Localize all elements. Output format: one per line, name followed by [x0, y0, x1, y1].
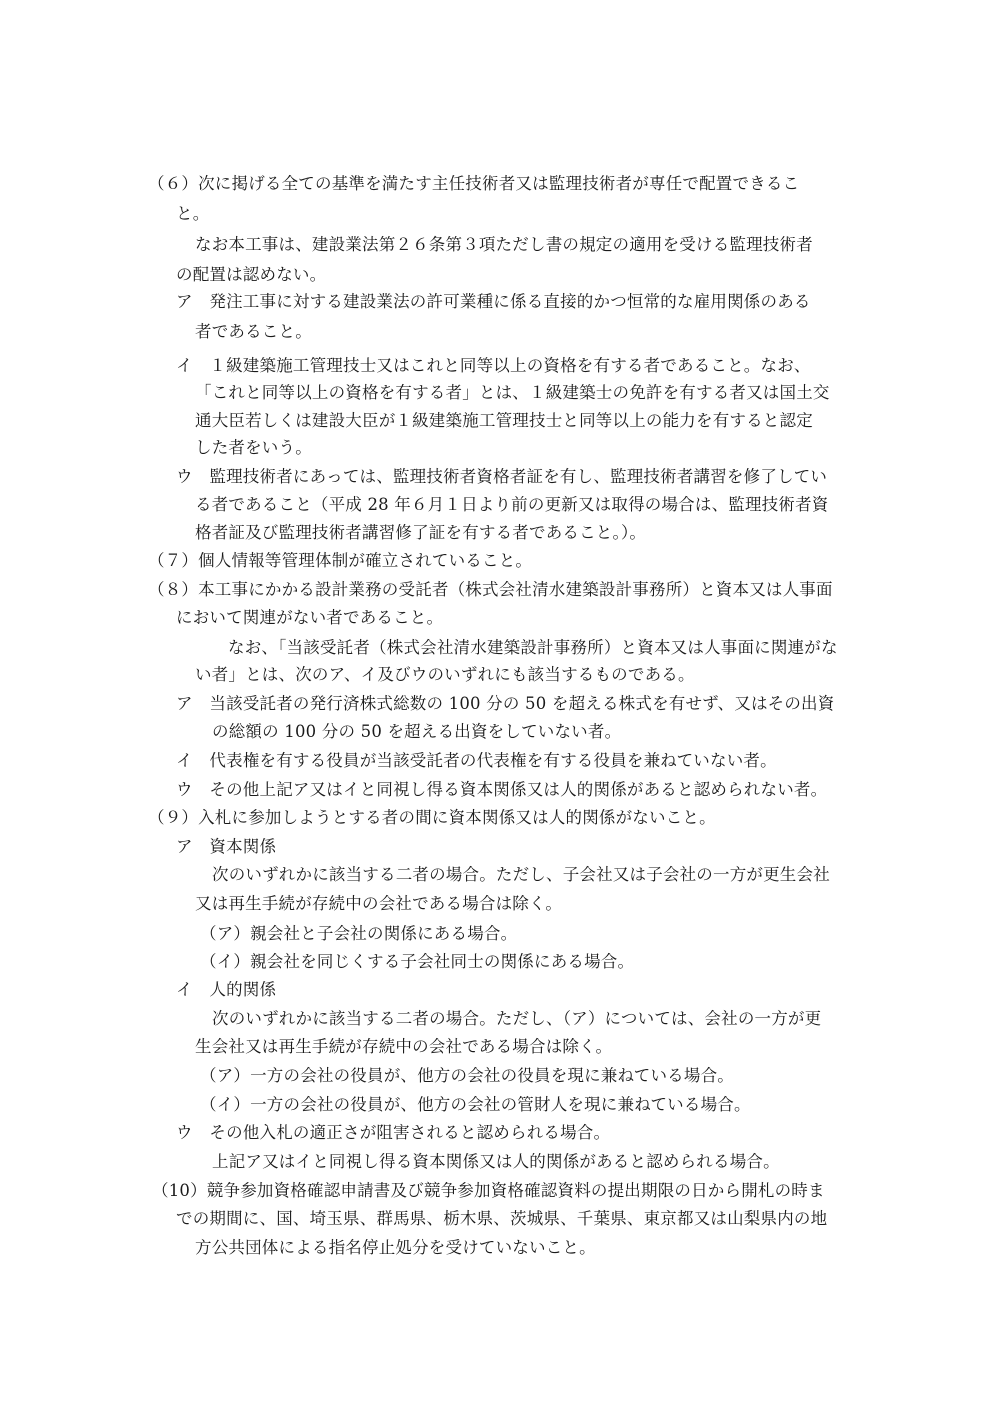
text-line: 者であること。 — [195, 322, 312, 341]
text-line: 格者証及び監理技術者講習修了証を有する者であること。）。 — [195, 523, 647, 542]
text-line: （７）個人情報等管理体制が確立されていること。 — [148, 551, 533, 570]
text-line: （ア）親会社と子会社の関係にある場合。 — [200, 924, 518, 943]
text-line: の総額の 100 分の 50 を超える出資をしていない者。 — [212, 722, 622, 741]
text-line: なお本工事は、建設業法第２６条第３項ただし書の規定の適用を受ける監理技術者 — [195, 235, 813, 254]
text-line: ア 資本関係 — [176, 837, 277, 856]
text-line: ウ 監理技術者にあっては、監理技術者資格者証を有し、監理技術者講習を修了してい — [176, 467, 828, 486]
text-line: （６）次に掲げる全ての基準を満たす主任技術者又は監理技術者が専任で配置できるこ — [148, 174, 800, 193]
text-line: イ 代表権を有する役員が当該受託者の代表権を有する役員を兼ねていない者。 — [176, 751, 777, 770]
text-line: 通大臣若しくは建設大臣が１級建築施工管理技士と同等以上の能力を有すると認定 — [195, 411, 813, 430]
text-line: ア 発注工事に対する建設業法の許可業種に係る直接的かつ恒常的な雇用関係のある — [176, 292, 811, 311]
text-line: と。 — [176, 204, 210, 223]
text-line: において関連がない者であること。 — [176, 608, 444, 627]
text-line: なお、「当該受託者（株式会社清水建築設計事務所）と資本又は人事面に関連がな — [228, 638, 838, 657]
text-line: （８）本工事にかかる設計業務の受託者（株式会社清水建築設計事務所）と資本又は人事面 — [148, 580, 833, 599]
text-line: 次のいずれかに該当する二者の場合。ただし、子会社又は子会社の一方が更生会社 — [212, 865, 830, 884]
text-line: ア 当該受託者の発行済株式総数の 100 分の 50 を超える株式を有せず、又はその出資 — [176, 694, 835, 713]
text-line: （ア）一方の会社の役員が、他方の会社の役員を現に兼ねている場合。 — [200, 1066, 734, 1085]
text-line: （９）入札に参加しようとする者の間に資本関係又は人的関係がないこと。 — [148, 808, 716, 827]
text-line: の配置は認めない。 — [176, 265, 327, 284]
text-line: 又は再生手続が存続中の会社である場合は除く。 — [195, 894, 563, 913]
text-line: イ 人的関係 — [176, 980, 277, 999]
text-line: い者」とは、次のア、イ及びウのいずれにも該当するものである。 — [195, 665, 695, 684]
text-line: での期間に、国、埼玉県、群馬県、栃木県、茨城県、千葉県、東京都又は山梨県内の地 — [176, 1209, 828, 1228]
text-line: （イ）親会社を同じくする子会社同士の関係にある場合。 — [200, 952, 635, 971]
text-line: 方公共団体による指名停止処分を受けていないこと。 — [195, 1238, 596, 1257]
text-line: 上記ア又はイと同視し得る資本関係又は人的関係があると認められる場合。 — [212, 1152, 780, 1171]
text-line: ウ その他上記ア又はイと同視し得る資本関係又は人的関係があると認められない者。 — [176, 780, 828, 799]
text-line: 「これと同等以上の資格を有する者」とは、１級建築士の免許を有する者又は国土交 — [195, 383, 830, 402]
text-line: ウ その他入札の適正さが阻害されると認められる場合。 — [176, 1123, 611, 1142]
text-line: （イ）一方の会社の役員が、他方の会社の管財人を現に兼ねている場合。 — [200, 1095, 751, 1114]
text-line: した者をいう。 — [195, 438, 312, 457]
text-line: 生会社又は再生手続が存続中の会社である場合は除く。 — [195, 1037, 613, 1056]
text-line: 次のいずれかに該当する二者の場合。ただし、（ア）については、会社の一方が更 — [212, 1009, 822, 1028]
text-line: （10）競争参加資格確認申請書及び競争参加資格確認資料の提出期限の日から開札の時ま — [152, 1181, 825, 1200]
text-line: イ １級建築施工管理技士又はこれと同等以上の資格を有する者であること。なお、 — [176, 356, 811, 375]
text-line: る者であること（平成 28 年６月１日より前の更新又は取得の場合は、監理技術者資 — [195, 495, 829, 514]
